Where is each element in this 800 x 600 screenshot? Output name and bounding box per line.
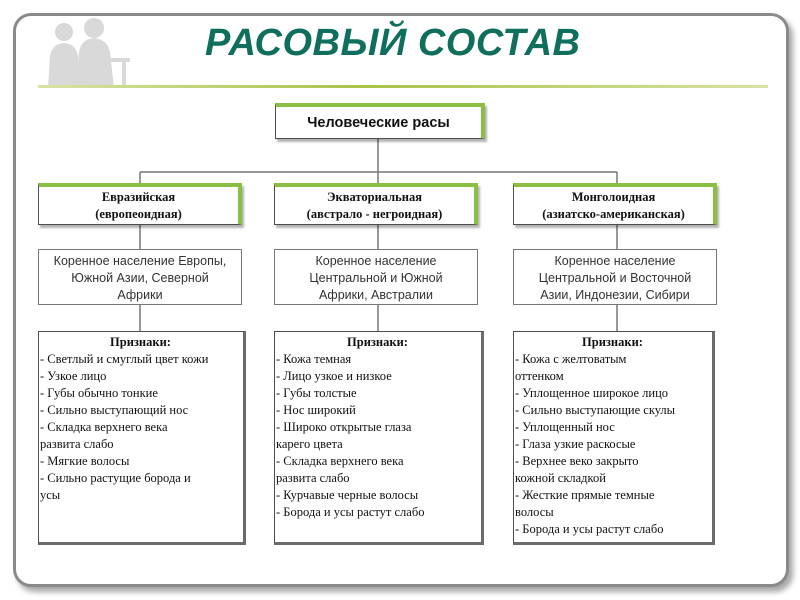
trait-line: - Сильно выступающие скулы: [515, 403, 676, 417]
region-line: Коренное население: [315, 254, 437, 268]
region-line: Африки: [117, 288, 163, 302]
region-line: Азии, Индонезии, Сибири: [540, 288, 690, 302]
trait-line: - Уплощенный нос: [515, 420, 615, 434]
trait-line: кожной складкой: [515, 471, 606, 485]
race-name: Экваториальная: [327, 190, 422, 204]
trait-line: - Курчавые черные волосы: [276, 488, 419, 502]
traits-node-equatorial: [274, 331, 484, 545]
race-node-mongoloid: [513, 183, 717, 225]
trait-line: - Губы обычно тонкие: [40, 386, 158, 400]
trait-line: развита слабо: [276, 471, 350, 485]
region-line: Центральной и Южной: [309, 271, 443, 285]
race-subname: (азиатско-американская): [542, 207, 685, 221]
trait-line: - Уплощенное широкое лицо: [515, 386, 669, 400]
traits-title: Признаки:: [110, 335, 171, 349]
region-node-mongoloid: [513, 249, 717, 305]
region-node-equatorial: [274, 249, 478, 305]
trait-line: - Губы толстые: [276, 386, 357, 400]
region-node-eurasian: [38, 249, 242, 305]
trait-line: - Широко открытые глаза: [276, 420, 412, 434]
trait-line: - Кожа темная: [276, 352, 352, 366]
trait-line: оттенком: [515, 369, 564, 383]
trait-line: усы: [40, 488, 61, 502]
region-line: Южной Азии, Северной: [71, 271, 209, 285]
trait-line: волосы: [515, 505, 554, 519]
race-node-eurasian: [38, 183, 242, 225]
trait-line: - Жесткие прямые темные: [515, 488, 655, 502]
trait-line: - Складка верхнего века: [40, 420, 168, 434]
trait-line: - Кожа с желтоватым: [515, 352, 627, 366]
slide-title: РАСОВЫЙ СОСТАВ: [205, 22, 581, 64]
traits-node-mongoloid: [513, 331, 715, 545]
race-name: Евразийская: [101, 190, 176, 204]
trait-line: - Нос широкий: [276, 403, 356, 417]
region-line: Коренное население: [554, 254, 676, 268]
trait-line: - Складка верхнего века: [276, 454, 404, 468]
trait-line: - Сильно выступающий нос: [40, 403, 189, 417]
trait-line: - Глаза узкие раскосые: [515, 437, 636, 451]
trait-line: - Узкое лицо: [40, 369, 107, 383]
race-subname: (австрало - негроидная): [306, 207, 443, 221]
root-label: Человеческие расы: [307, 114, 450, 131]
trait-line: - Борода и усы растут слабо: [276, 505, 425, 519]
root-node: [275, 103, 485, 139]
race-subname: (европеоидная): [95, 207, 182, 221]
traits-node-eurasian: [38, 331, 246, 545]
trait-line: развита слабо: [40, 437, 114, 451]
trait-line: - Светлый и смуглый цвет кожи: [40, 352, 209, 366]
trait-line: карего цвета: [276, 437, 343, 451]
race-name: Монголоидная: [571, 190, 656, 204]
traits-title: Признаки:: [582, 335, 643, 349]
region-line: Центральной и Восточной: [538, 271, 692, 285]
traits-title: Признаки:: [347, 335, 408, 349]
region-line: Африки, Австралии: [318, 288, 434, 302]
region-line: Коренное население Европы,: [53, 254, 227, 268]
trait-line: - Мягкие волосы: [40, 454, 130, 468]
trait-line: - Лицо узкое и низкое: [276, 369, 392, 383]
trait-line: - Борода и усы растут слабо: [515, 522, 664, 536]
trait-line: - Верхнее веко закрыто: [515, 454, 639, 468]
race-node-equatorial: [274, 183, 478, 225]
trait-line: - Сильно растущие борода и: [40, 471, 191, 485]
